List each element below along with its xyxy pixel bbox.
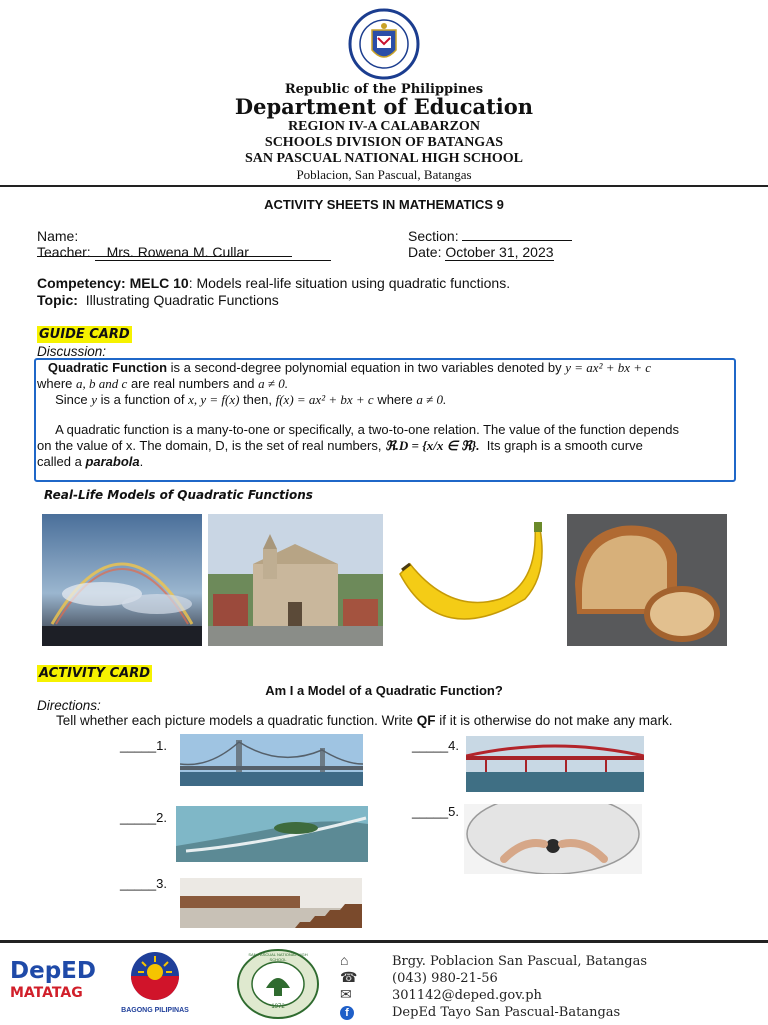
date-label: Date: <box>408 244 442 260</box>
date-field[interactable] <box>445 244 553 261</box>
guide-vars: a, b and c <box>76 376 128 391</box>
sheet-title: ACTIVITY SHEETS IN MATHEMATICS 9 <box>264 197 504 212</box>
guide-p2x: x, y = f(x) <box>188 392 240 407</box>
teacher-label: Teacher: <box>37 244 91 260</box>
directions-text-a: Tell whether each picture models a quadratic function. Write <box>56 713 413 728</box>
bagong-pilipinas-text: BAGONG PILIPINAS <box>121 1007 189 1014</box>
church-image <box>208 514 383 646</box>
answer-blank-5[interactable]: _____5. <box>412 804 459 819</box>
guide-parabola: parabola <box>85 454 140 469</box>
term-quadratic-function: Quadratic Function <box>47 360 168 375</box>
header-school: SAN PASCUAL NATIONAL HIGH SCHOOL <box>245 151 523 166</box>
satellite-dish-image <box>464 804 642 874</box>
discussion-text <box>37 360 737 470</box>
activity-question: Am I a Model of a Quadratic Function? <box>265 683 503 698</box>
staircase-image <box>180 878 362 928</box>
guide-eq2: f(x) = ax² + bx + c <box>275 392 374 407</box>
name-label: Name: <box>37 228 79 244</box>
teacher-value: Mrs. Rowena M. Cullar <box>106 244 249 260</box>
footer-email[interactable]: 301142@deped.gov.ph <box>392 988 542 1003</box>
header-divider <box>0 185 768 187</box>
answer-blank-1[interactable]: _____1. <box>120 738 167 753</box>
guide-p1c: are real numbers and <box>130 376 255 391</box>
footer-divider <box>0 940 768 943</box>
deped-matatag-logo <box>10 958 100 1014</box>
guide-p1a: is a second-degree polynomial equation in two variables denoted by <box>170 360 562 375</box>
school-seal-text: SAN PASCUAL NATIONAL HIGH SCHOOL <box>248 952 308 962</box>
arch-bridge-image <box>466 736 644 792</box>
activity-card-label: ACTIVITY CARD <box>39 666 151 681</box>
directions-text-b: if it is otherwise do not make any mark. <box>439 713 673 728</box>
facebook-icon: f <box>340 1003 360 1020</box>
mail-icon: ✉ <box>340 986 352 1002</box>
school-seal <box>236 948 320 1020</box>
topic-text: Illustrating Quadratic Functions <box>85 292 279 308</box>
directions-label: Directions: <box>37 698 101 713</box>
guide-card-label: GUIDE CARD <box>39 327 130 342</box>
answer-blank-2[interactable]: _____2. <box>120 810 167 825</box>
phone-icon: ☎ <box>340 969 358 985</box>
guide-p2y: y <box>91 392 97 407</box>
matatag-wordmark: MATATAG <box>10 985 83 1001</box>
guide-p3d: called a <box>37 454 82 469</box>
guide-p3c: Its graph is a smooth curve <box>486 438 643 453</box>
guide-p2c: then, <box>243 392 272 407</box>
deped-seal <box>347 8 421 80</box>
guide-p2e: a ≠ 0. <box>416 392 447 407</box>
guide-p3end: . <box>139 454 144 469</box>
directions-qf: QF <box>416 713 436 728</box>
header-republic: Republic of the Philippines <box>284 82 484 97</box>
bagong-pilipinas-logo <box>112 950 198 1016</box>
guide-p1b: where <box>37 376 73 391</box>
aerial-bridge-image <box>176 806 368 862</box>
guide-p2a: Since <box>55 392 88 407</box>
discussion-label: Discussion: <box>37 344 107 359</box>
bread-image <box>567 514 727 646</box>
models-heading: Real-Life Models of Quadratic Functions <box>44 488 313 502</box>
home-icon: ⌂ <box>340 952 349 968</box>
guide-p3a: A quadratic function is a many-to-one or specifically, a two-to-one relation. The value of the function depends <box>55 422 679 437</box>
footer-address: Brgy. Poblacion San Pascual, Batangas <box>392 954 647 969</box>
header-division: SCHOOLS DIVISION OF BATANGAS <box>264 135 504 150</box>
competency-text: : Models real-life situation using quadratic functions. <box>188 275 511 291</box>
guide-p2d: where <box>377 392 413 407</box>
header-department: Department of Education <box>234 94 534 119</box>
banana-image <box>390 514 560 646</box>
date-value: October 31, 2023 <box>445 244 554 260</box>
guide-p3set: ℜ.D = {x/x ∈ ℜ}. <box>385 438 480 453</box>
school-seal-year: 1972 <box>271 1004 285 1010</box>
suspension-bridge-image <box>180 734 363 786</box>
answer-blank-3[interactable]: _____3. <box>120 876 167 891</box>
section-label: Section: <box>408 228 459 244</box>
section-field[interactable] <box>462 228 572 241</box>
guide-eq1: y = ax² + bx + c <box>565 360 652 375</box>
deped-wordmark: DepED <box>10 958 96 984</box>
guide-p2b: is a function of <box>100 392 185 407</box>
topic-label: Topic: <box>37 292 78 308</box>
guide-p3b: on the value of x. The domain, D, is the set of real numbers, <box>37 438 382 453</box>
footer-facebook[interactable]: DepEd Tayo San Pascual-Batangas <box>392 1005 621 1020</box>
answer-blank-4[interactable]: _____4. <box>412 738 459 753</box>
teacher-field[interactable] <box>95 244 331 261</box>
header-address: Poblacion, San Pascual, Batangas <box>296 167 472 182</box>
header-region: REGION IV-A CALABARZON <box>288 119 480 134</box>
guide-cond: a ≠ 0. <box>258 376 289 391</box>
competency-label: Competency: MELC 10 <box>37 275 189 291</box>
footer-phone: (043) 980-21-56 <box>392 971 498 986</box>
rainbow-image <box>42 514 202 646</box>
